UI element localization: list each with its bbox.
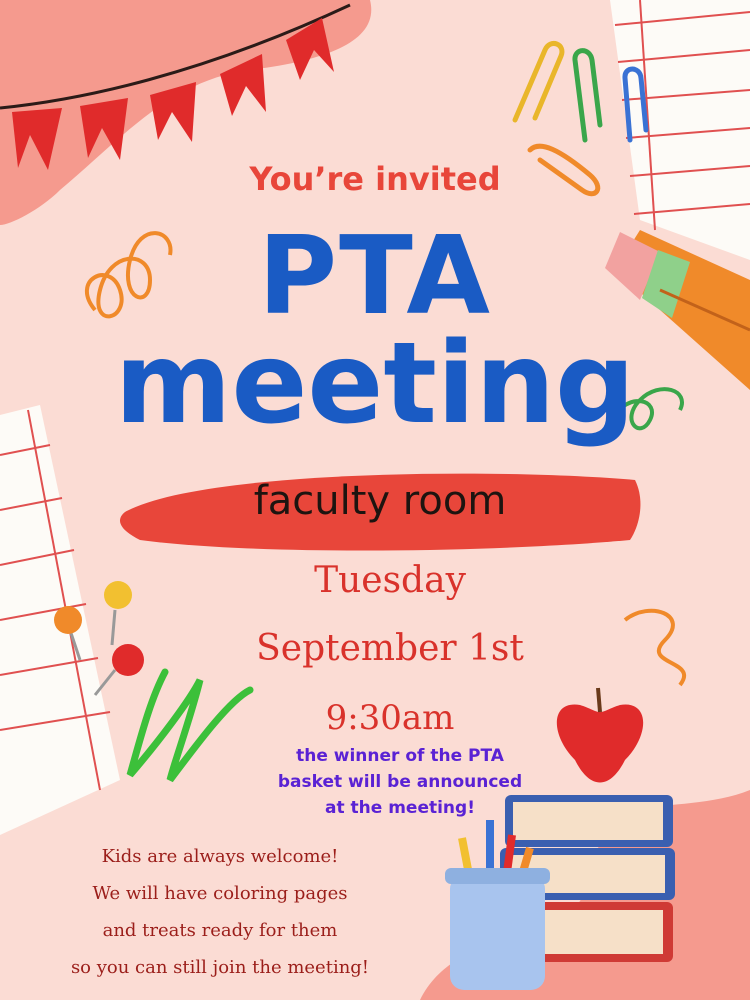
kids-note-line: Kids are always welcome! [101, 846, 339, 867]
announcement-line: the winner of the PTA [296, 746, 504, 766]
kids-note [20, 838, 420, 986]
announcement-line: at the meeting! [325, 798, 475, 818]
location-label: faculty room [253, 478, 507, 524]
title-pta: PTA [257, 214, 493, 339]
meeting-time: 9:30am [325, 698, 455, 738]
kids-note-line: so you can still join the meeting! [70, 957, 370, 978]
meeting-date: September 1st [256, 628, 524, 669]
kids-note-line: and treats ready for them [102, 920, 338, 941]
meeting-day: Tuesday [314, 560, 466, 601]
announcement-text [250, 743, 550, 821]
title-meeting: meeting [114, 319, 636, 449]
kids-note-line: We will have coloring pages [92, 883, 348, 904]
announcement-line: basket will be announced [277, 772, 523, 792]
invited-heading: You’re invited [249, 160, 501, 198]
